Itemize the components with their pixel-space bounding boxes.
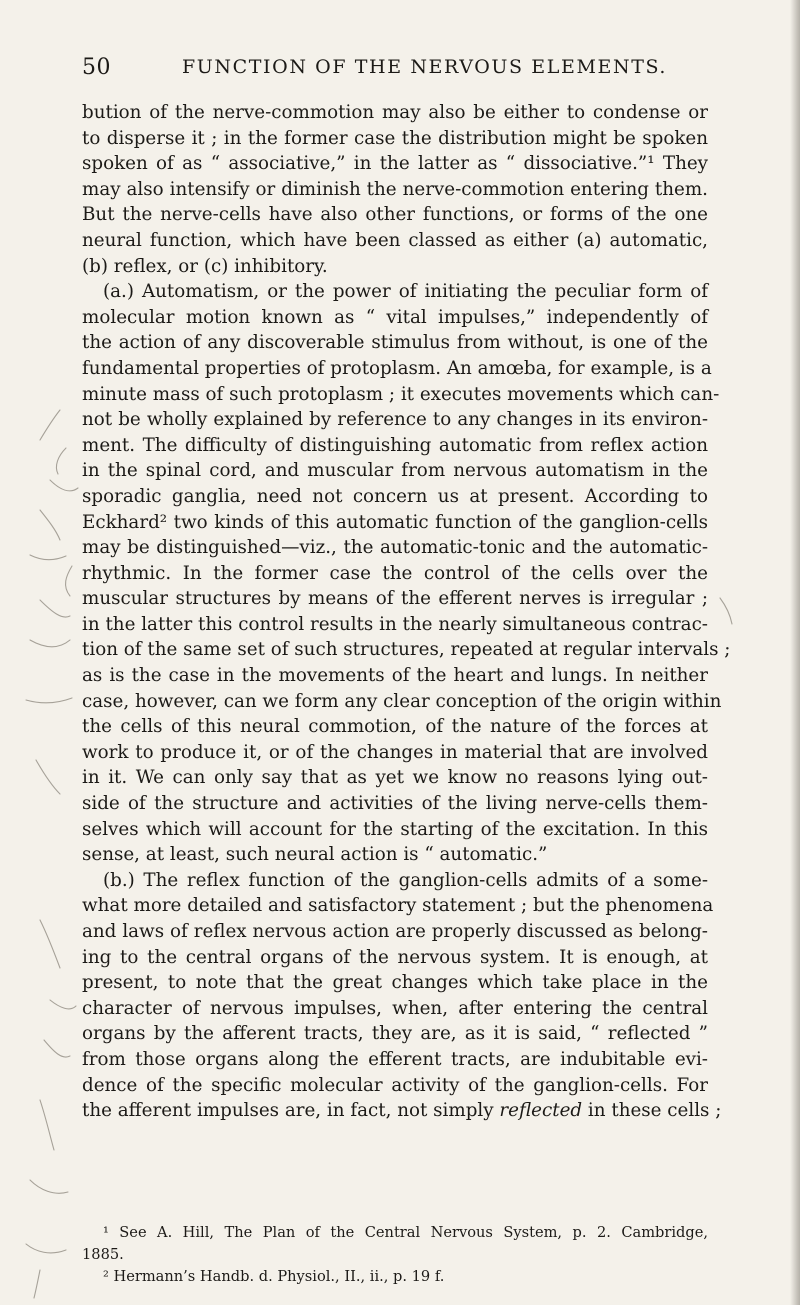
text-line: in the latter this control results in the nearly simultaneous contrac- [82,613,708,635]
text-line: fundamental properties of protoplasm. An amœba, for example, is a [82,357,712,379]
text-line: organs by the afferent tracts, they are, as it is said, “ reflected ” [82,1023,708,1045]
pencil-stroke [40,920,60,968]
text-line: the action of any discoverable stimulus from without, is one of the [82,332,708,354]
footnote-2: ² Hermann’s Handb. d. Physiol., II., ii., p. 19 f. [103,1268,445,1285]
paragraph-start-line: (a.) Automatism, or the power of initiating the peculiar form of [103,281,708,303]
page-number: 50 [82,55,111,80]
text-line: molecular motion known as “ vital impulses,” independently of [82,306,708,328]
text-line: Eckhard² two kinds of this automatic function of the ganglion-cells [82,511,708,533]
pencil-stroke [26,1244,66,1253]
running-title: FUNCTION OF THE NERVOUS ELEMENTS. [182,56,668,78]
pencil-stroke [40,1100,54,1150]
pencil-stroke [26,698,72,703]
pencil-stroke [40,410,60,440]
text-line: bution of the nerve-commotion may also be either to condense or [82,102,708,123]
text-line: the cells of this neural commotion, of the nature of the forces at [82,716,708,738]
footnote-1: ¹ See A. Hill, The Plan of the Central Nervous System, p. 2. Cambridge, [103,1224,708,1241]
pencil-stroke [720,598,732,624]
pencil-stroke [50,480,78,491]
text-line: sense, at least, such neural action is “ automatic.” [82,844,548,866]
text-line: side of the structure and activities of the living nerve-cells them- [82,793,708,815]
pencil-stroke [44,1040,70,1057]
pencil-stroke [50,1000,76,1009]
text-line: neural function, which have been classed as either (a) automatic, [82,229,708,251]
text-line: may also intensify or diminish the nerve-commotion entering them. [82,178,708,200]
text-line: selves which will account for the starting of the excitation. In this [82,818,708,840]
text-line: present, to note that the great changes which take place in the [82,972,708,994]
text-line: and laws of reflex nervous action are properly discussed as belong- [82,921,708,942]
text-line: spoken of as “ associative,” in the latter as “ dissociative.”¹ They [82,153,708,175]
text-line: work to produce it, or of the changes in material that are involved [82,741,708,763]
text-line: as is the case in the movements of the heart and lungs. In neither [82,665,708,687]
text-line: may be distinguished—viz., the automatic-tonic and the automatic- [82,537,708,559]
text-line: ing to the central organs of the nervous system. It is enough, at [82,946,708,968]
pencil-stroke [34,1270,40,1298]
pencil-stroke [66,566,72,596]
text-line: muscular structures by means of the efferent nerves is irregular ; [82,588,708,610]
text-line: what more detailed and satisfactory statement ; but the phenomena [82,895,714,917]
page-edge-shadow [790,0,800,1305]
text-line-with-italic: the afferent impulses are, in fact, not simply reflected in these cells ; [82,1100,722,1122]
text-line: ment. The difficulty of distinguishing automatic from reflex action [82,434,708,456]
text-line: not be wholly explained by reference to any changes in its environ- [82,409,708,431]
text-line: dence of the specific molecular activity of the ganglion-cells. For [82,1074,708,1096]
pencil-stroke [40,510,60,540]
text-line: sporadic ganglia, need not concern us at present. According to [82,485,708,507]
pencil-stroke [30,555,66,560]
text-line: (b) reflex, or (c) inhibitory. [82,255,328,277]
paragraph-start-line: (b.) The reflex function of the ganglion-cells admits of a some- [103,869,708,891]
pencil-stroke [30,640,70,647]
pencil-stroke [36,760,60,794]
pencil-stroke [56,448,66,474]
pencil-stroke [30,1180,68,1193]
text-line: in the spinal cord, and muscular from nervous automatism in the [82,460,708,482]
text-line: character of nervous impulses, when, after entering the central [82,997,708,1019]
text-line: But the nerve-cells have also other functions, or forms of the one [82,204,708,226]
text-line: from those organs along the efferent tracts, are indubitable evi- [82,1048,708,1070]
text-line: tion of the same set of such structures, repeated at regular intervals ; [82,639,731,661]
text-line: case, however, can we form any clear conception of the origin within [82,690,722,712]
pencil-stroke [40,600,70,617]
text-line: in it. We can only say that as yet we know no reasons lying out- [82,767,708,789]
text-line: minute mass of such protoplasm ; it executes movements which can- [82,383,720,405]
footnote-1-continued: 1885. [82,1246,124,1263]
text-line: to disperse it ; in the former case the distribution might be spoken [82,127,708,149]
text-line: rhythmic. In the former case the control of the cells over the [82,562,708,584]
italic-emphasis: reflected [499,1100,583,1122]
